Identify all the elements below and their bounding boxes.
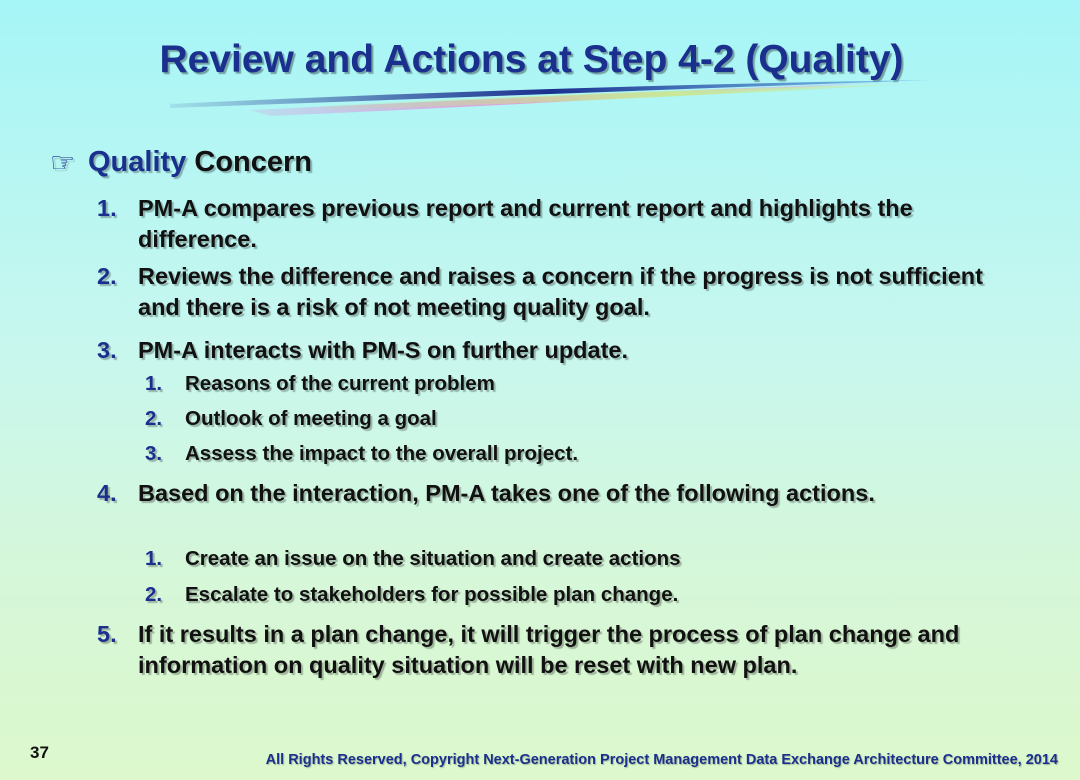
list-item-number: 4. bbox=[97, 480, 117, 506]
list-item bbox=[97, 478, 1017, 509]
copyright-footer: All Rights Reserved, Copyright Next-Generation Project Management Data Exchange Architecture Committee, 2014 bbox=[265, 752, 1058, 768]
list-item-text: PM-A interacts with PM-S on further update. bbox=[138, 337, 629, 363]
sub-list-item-text: Outlook of meeting a goal bbox=[185, 407, 437, 430]
sub-list-item-number: 1. bbox=[145, 547, 163, 570]
list-item-text: PM-A compares previous report and current report and highlights the difference. bbox=[138, 195, 913, 252]
sub-list-item bbox=[145, 405, 1015, 433]
slide-number: 37 bbox=[30, 743, 49, 762]
list-item bbox=[97, 261, 1017, 323]
list-item-text: Reviews the difference and raises a concern if the progress is not sufficient and there is a risk of not meeting quality goal. bbox=[138, 263, 983, 320]
sub-list-item-text: Assess the impact to the overall project. bbox=[185, 442, 579, 465]
sub-list-item-text: Reasons of the current problem bbox=[185, 372, 495, 395]
sub-list-item bbox=[145, 545, 1015, 573]
list-item-number: 1. bbox=[97, 195, 117, 221]
title-underline-swoosh bbox=[170, 72, 930, 122]
sub-list-item-number: 2. bbox=[145, 407, 163, 430]
list-item bbox=[97, 619, 1017, 681]
sub-list-item-number: 2. bbox=[145, 583, 163, 606]
section-heading bbox=[50, 146, 312, 179]
section-heading-part2: Concern bbox=[194, 146, 313, 178]
sub-list-item bbox=[145, 370, 1015, 398]
sub-list-item bbox=[145, 440, 1015, 468]
list-item-number: 3. bbox=[97, 337, 117, 363]
sub-list-item bbox=[145, 581, 1015, 609]
list-item-number: 2. bbox=[97, 263, 117, 289]
list-item bbox=[97, 193, 1017, 255]
sub-list-item-number: 1. bbox=[145, 372, 163, 395]
list-item bbox=[97, 335, 1017, 366]
sub-list-item-text: Escalate to stakeholders for possible plan change. bbox=[185, 583, 679, 606]
sub-list-item-number: 3. bbox=[145, 442, 163, 465]
sub-list-item-text: Create an issue on the situation and create actions bbox=[185, 547, 681, 570]
slide-title: Review and Actions at Step 4-2 (Quality) bbox=[159, 38, 904, 81]
section-heading-part1: Quality bbox=[88, 146, 187, 178]
list-item-text: If it results in a plan change, it will trigger the process of plan change and information on quality situation will be reset with new plan. bbox=[138, 621, 960, 678]
list-item-text: Based on the interaction, PM-A takes one of the following actions. bbox=[138, 480, 875, 506]
pointing-hand-icon: ☞ bbox=[50, 147, 76, 178]
list-item-number: 5. bbox=[97, 621, 117, 647]
